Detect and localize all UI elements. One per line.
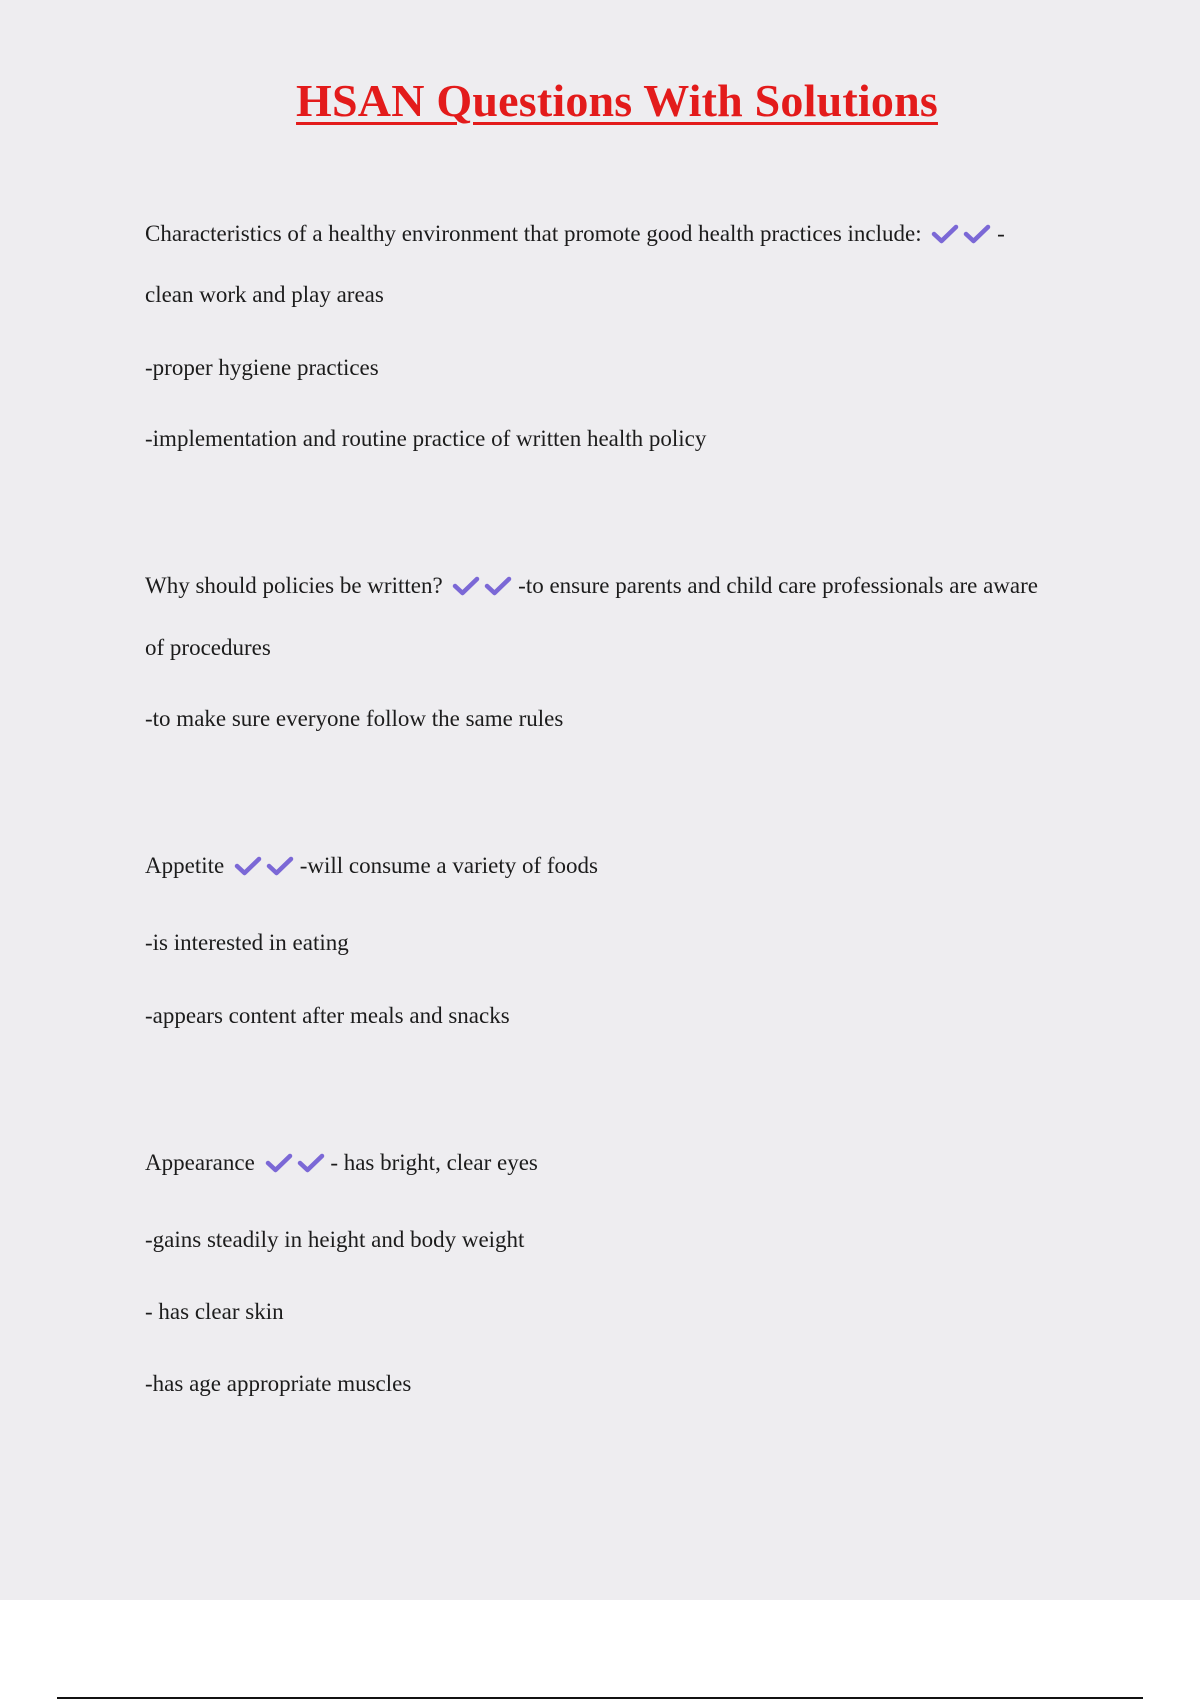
qa-4-question: Appearance	[145, 1150, 255, 1175]
qa-3-answer-line: -appears content after meals and snacks	[145, 1003, 510, 1028]
qa-1-answer-line: -proper hygiene practices	[145, 355, 379, 380]
check-mark-icon	[452, 575, 480, 597]
check-mark-icon	[963, 223, 991, 245]
qa-3-question-line	[145, 852, 598, 880]
qa-3-answer-line: -is interested in eating	[145, 930, 349, 955]
qa-2-answer-start: -to ensure parents and child care professionals are aware	[518, 573, 1038, 598]
check-mark-icon	[234, 855, 262, 877]
qa-2-answer-line: of procedures	[145, 635, 271, 660]
footer-divider	[57, 1697, 1143, 1699]
qa-1-question: Characteristics of a healthy environment that promote good health practices include:	[145, 221, 922, 246]
check-mark-icon	[265, 1152, 293, 1174]
qa-3-answer-start: -will consume a variety of foods	[299, 853, 598, 878]
check-mark-icon	[931, 223, 959, 245]
qa-4-answer-start: - has bright, clear eyes	[330, 1150, 538, 1175]
qa-4-answer-line: -has age appropriate muscles	[145, 1371, 412, 1396]
document-title: HSAN Questions With Solutions	[296, 75, 938, 126]
qa-1-question-line	[145, 220, 1005, 248]
qa-4-question-line	[145, 1149, 538, 1177]
qa-4-answer-line: - has clear skin	[145, 1299, 284, 1324]
qa-2-question: Why should policies be written?	[145, 573, 443, 598]
qa-2-question-line	[145, 572, 1038, 600]
qa-1-answer-line: -implementation and routine practice of written health policy	[145, 426, 707, 451]
check-mark-icon	[266, 855, 294, 877]
check-mark-icon	[484, 575, 512, 597]
qa-4-answer-line: -gains steadily in height and body weight	[145, 1227, 525, 1252]
qa-3-question: Appetite	[145, 853, 225, 878]
check-mark-icon	[297, 1152, 325, 1174]
qa-2-answer-line: -to make sure everyone follow the same rules	[145, 706, 564, 731]
qa-1-answer-line: clean work and play areas	[145, 282, 384, 307]
qa-1-answer-start: -	[997, 221, 1005, 246]
